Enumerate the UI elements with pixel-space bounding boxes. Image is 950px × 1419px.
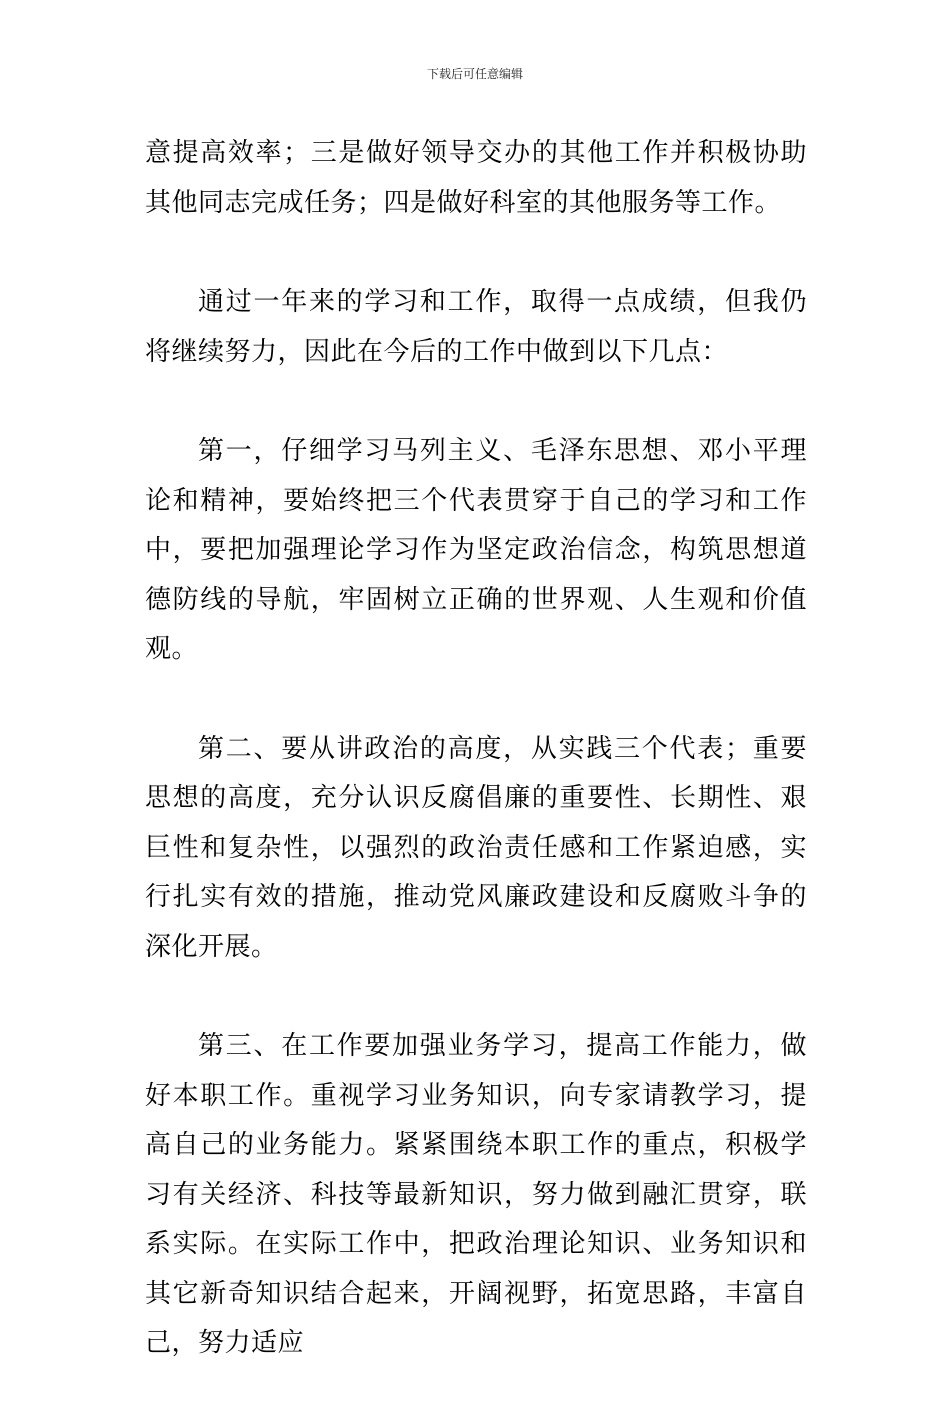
paragraph-2: 通过一年来的学习和工作，取得一点成绩，但我仍将继续努力，因此在今后的工作中做到以下几点： [145, 287, 807, 367]
paragraph-1: 意提高效率；三是做好领导交办的其他工作并积极协助其他同志完成任务；四是做好科室的其他服务等工作。 [145, 138, 807, 218]
document-body [145, 129, 807, 1419]
paragraph-5: 第三、在工作要加强业务学习，提高工作能力，做好本职工作。重视学习业务知识，向专家请教学习，提高自己的业务能力。紧紧围绕本职工作的重点，积极学习有关经济、科技等最新知识，努力做到融汇贯穿，联系实际。在实际工作中，把政治理论知识、业务知识和其它新奇知识结合起来，开阔视野，拓宽思路，丰富自己，努力适应 [145, 1031, 807, 1358]
page-header: 下载后可任意编辑 [426, 67, 523, 81]
paragraph-3: 第一，仔细学习马列主义、毛泽东思想、邓小平理论和精神，要始终把三个代表贯穿于自己的学习和工作中，要把加强理论学习作为坚定政治信念，构筑思想道德防线的导航，牢固树立正确的世界观、人生观和价值观。 [145, 436, 807, 664]
paragraph-4: 第二、要从讲政治的高度，从实践三个代表；重要思想的高度，充分认识反腐倡廉的重要性、长期性、艰巨性和复杂性，以强烈的政治责任感和工作紧迫感，实行扎实有效的措施，推动党风廉政建设和反腐败斗争的深化开展。 [145, 733, 807, 962]
